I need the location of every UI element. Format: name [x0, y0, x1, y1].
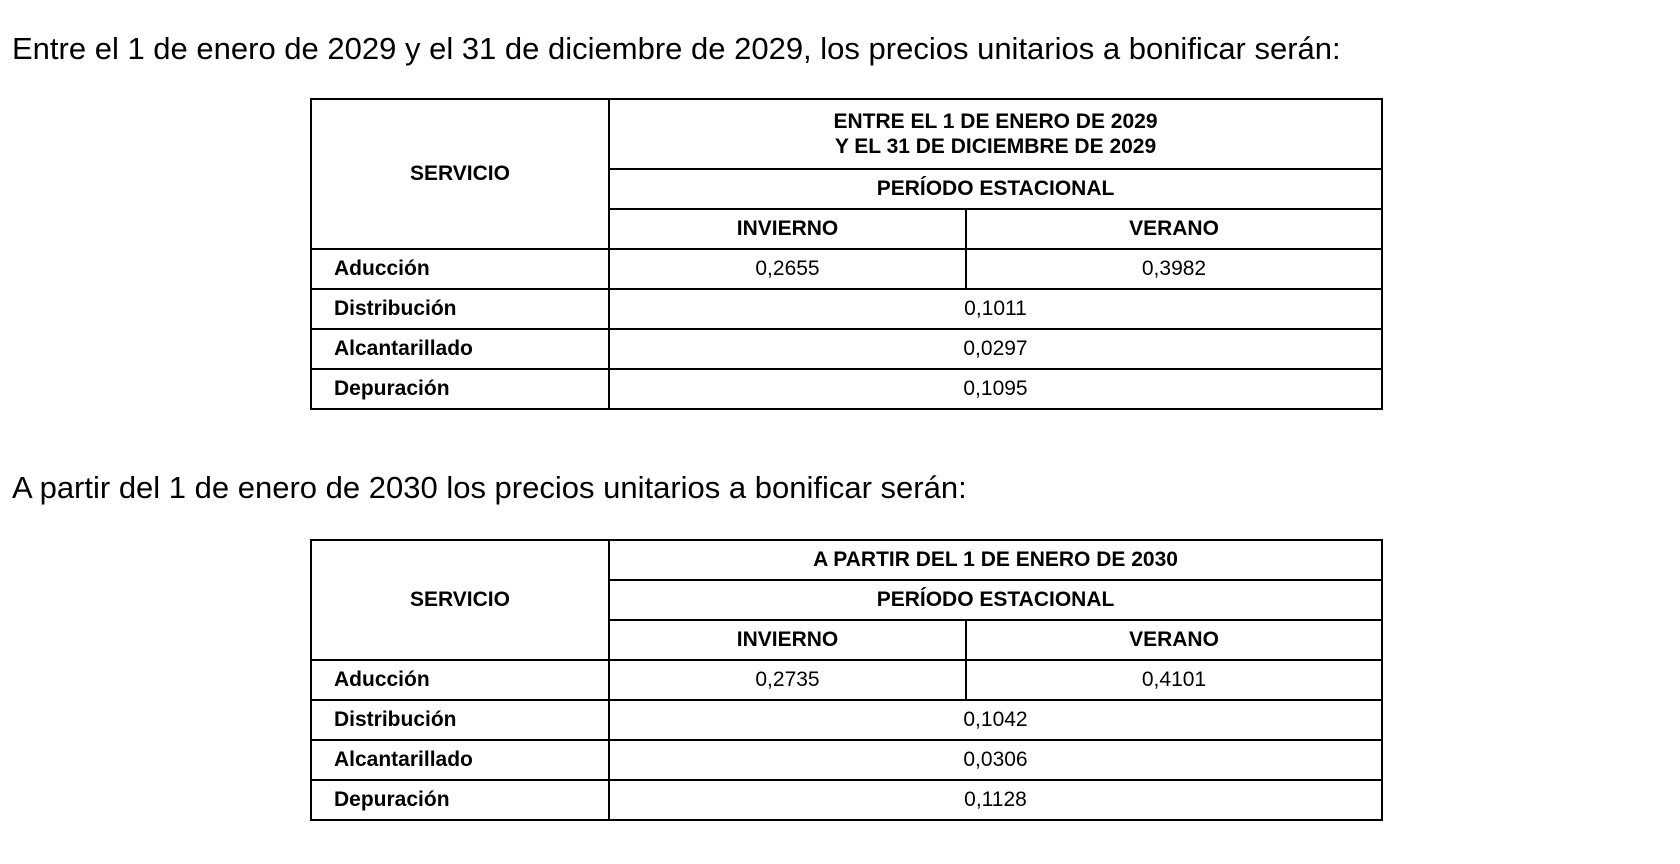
- table-row: [311, 660, 1382, 700]
- seasonal-period-header: PERÍODO ESTACIONAL: [609, 580, 1382, 620]
- service-name-cell: Distribución: [311, 289, 609, 329]
- table-row: [311, 740, 1382, 780]
- table-row: [311, 329, 1382, 369]
- winter-price-cell: 0,2735: [609, 660, 966, 700]
- service-name-cell: Alcantarillado: [311, 740, 609, 780]
- service-column-header: SERVICIO: [311, 540, 609, 660]
- intro-text-2029: Entre el 1 de enero de 2029 y el 31 de diciembre de 2029, los precios unitarios a bonificar serán:: [12, 31, 1341, 66]
- seasonal-period-header: PERÍODO ESTACIONAL: [609, 169, 1382, 209]
- table-row: [311, 780, 1382, 820]
- period-header-line-2: Y EL 31 DE DICIEMBRE DE 2029: [834, 135, 1157, 158]
- service-name-cell: Depuración: [311, 369, 609, 409]
- price-table-2030: [310, 539, 1383, 821]
- service-column-header: SERVICIO: [311, 99, 609, 249]
- table-header-row: [311, 99, 1382, 169]
- table-header-row: [311, 540, 1382, 580]
- intro-text-2030: A partir del 1 de enero de 2030 los precios unitarios a bonificar serán:: [12, 470, 967, 505]
- price-cell: 0,1011: [609, 289, 1382, 329]
- price-cell: 0,1042: [609, 700, 1382, 740]
- summer-price-cell: 0,4101: [966, 660, 1382, 700]
- period-header: [609, 99, 1382, 169]
- summer-column-header: VERANO: [966, 209, 1382, 249]
- table-row: [311, 289, 1382, 329]
- price-cell: 0,0297: [609, 329, 1382, 369]
- winter-column-header: INVIERNO: [609, 209, 966, 249]
- winter-column-header: INVIERNO: [609, 620, 966, 660]
- price-cell: 0,1128: [609, 780, 1382, 820]
- period-header-line-1: ENTRE EL 1 DE ENERO DE 2029: [833, 110, 1158, 133]
- service-name-cell: Alcantarillado: [311, 329, 609, 369]
- table-row: [311, 249, 1382, 289]
- price-table-2029: [310, 98, 1383, 410]
- service-name-cell: Aducción: [311, 249, 609, 289]
- price-cell: 0,1095: [609, 369, 1382, 409]
- service-name-cell: Depuración: [311, 780, 609, 820]
- winter-price-cell: 0,2655: [609, 249, 966, 289]
- period-header: A PARTIR DEL 1 DE ENERO DE 2030: [609, 540, 1382, 580]
- service-name-cell: Distribución: [311, 700, 609, 740]
- price-cell: 0,0306: [609, 740, 1382, 780]
- table-row: [311, 700, 1382, 740]
- service-name-cell: Aducción: [311, 660, 609, 700]
- summer-price-cell: 0,3982: [966, 249, 1382, 289]
- table-row: [311, 369, 1382, 409]
- summer-column-header: VERANO: [966, 620, 1382, 660]
